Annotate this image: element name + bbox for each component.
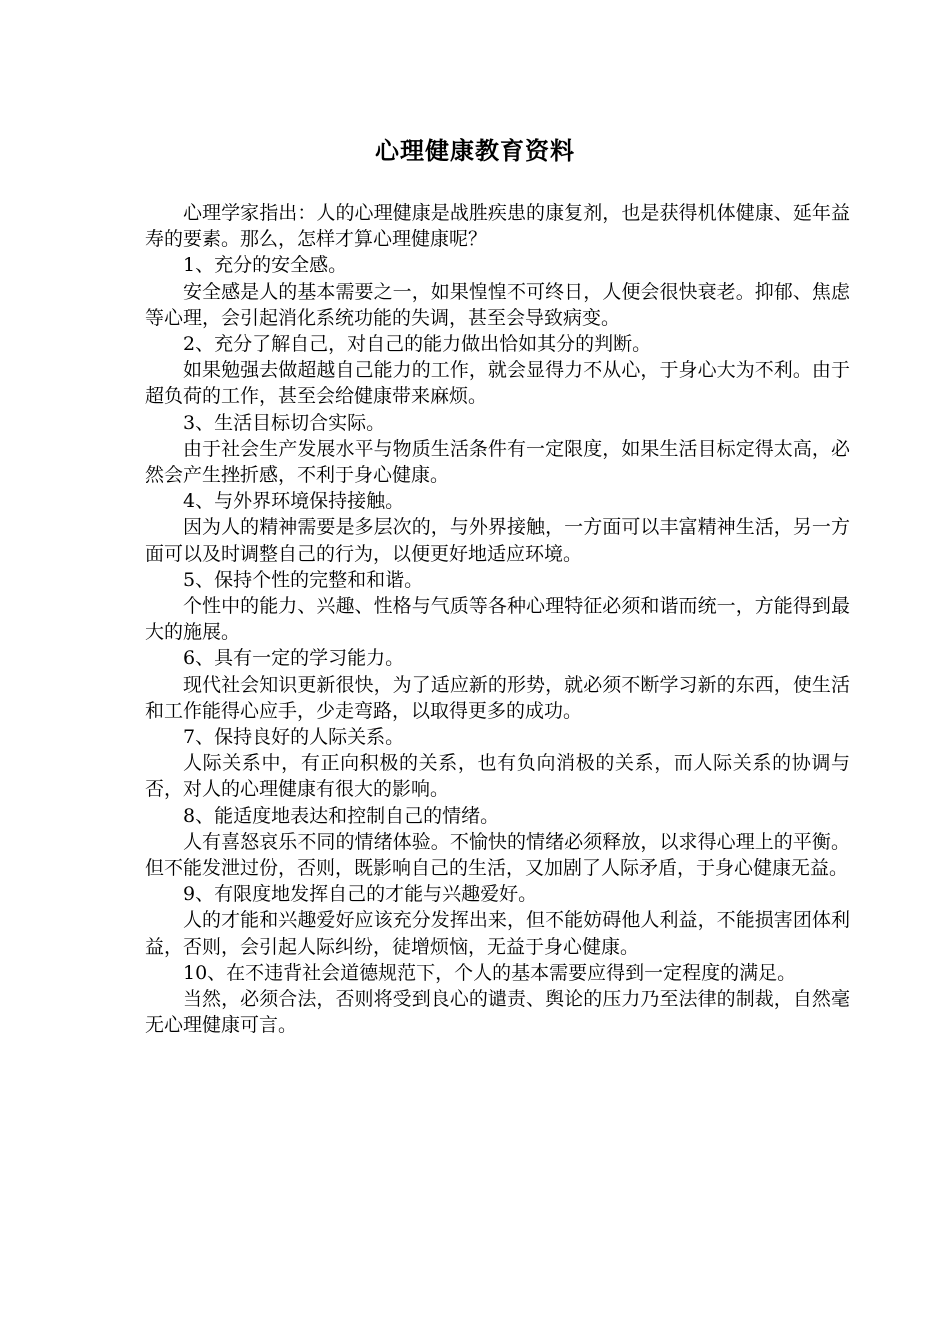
heading-1: 1、充分的安全感。 — [183, 254, 348, 277]
paragraph-1: 安全感是人的基本需要之一，如果惶惶不可终日，人便会很快衰老。抑郁、焦虑等心理，会引起消化系统功能的失调，甚至会导致病变。 — [145, 280, 850, 329]
paragraph-3: 由于社会生产发展水平与物质生活条件有一定限度，如果生活目标定得太高，必然会产生挫折感，不利于身心健康。 — [145, 437, 850, 487]
document-title: 心理健康教育资料 — [375, 137, 575, 165]
heading-4: 4、与外界环境保持接触。 — [183, 490, 405, 513]
heading-8: 8、能适度地表达和控制自己的情绪。 — [183, 804, 500, 827]
heading-9: 9、有限度地发挥自己的才能与兴趣爱好。 — [183, 883, 538, 906]
intro-paragraph: 心理学家指出：人的心理健康是战胜疾患的康复剂，也是获得机体健康、延年益寿的要素。那么，怎样才算心理健康呢？ — [145, 202, 850, 251]
document-body — [145, 200, 850, 1039]
heading-10: 10、在不违背社会道德规范下，个人的基本需要应得到一定程度的满足。 — [183, 961, 797, 984]
paragraph-8: 人有喜怒哀乐不同的情绪体验。不愉快的情绪必须释放，以求得心理上的平衡。但不能发泄过份，否则，既影响自己的生活，又加剧了人际矛盾，于身心健康无益。 — [145, 830, 850, 880]
paragraph-5: 个性中的能力、兴趣、性格与气质等各种心理特征必须和谐而统一，方能得到最大的施展。 — [145, 595, 850, 644]
closing-paragraph: 当然，必须合法，否则将受到良心的谴责、舆论的压力乃至法律的制裁，自然毫无心理健康可言。 — [145, 988, 850, 1037]
heading-6: 6、具有一定的学习能力。 — [183, 647, 405, 670]
heading-2: 2、充分了解自己，对自己的能力做出恰如其分的判断。 — [183, 333, 652, 356]
paragraph-4: 因为人的精神需要是多层次的，与外界接触，一方面可以丰富精神生活，另一方面可以及时调整自己的行为，以便更好地适应环境。 — [145, 516, 850, 565]
paragraph-2: 如果勉强去做超越自己能力的工作，就会显得力不从心，于身心大为不利。由于超负荷的工作，甚至会给健康带来麻烦。 — [145, 359, 850, 408]
paragraph-9: 人的才能和兴趣爱好应该充分发挥出来，但不能妨碍他人利益，不能损害团体利益，否则，会引起人际纠纷，徒增烦恼，无益于身心健康。 — [145, 909, 850, 958]
heading-7: 7、保持良好的人际关系。 — [183, 726, 405, 749]
paragraph-6: 现代社会知识更新很快，为了适应新的形势，就必须不断学习新的东西，使生活和工作能得心应手，少走弯路，以取得更多的成功。 — [145, 673, 850, 722]
heading-5: 5、保持个性的完整和和谐。 — [183, 568, 424, 591]
heading-3: 3、生活目标切合实际。 — [183, 411, 386, 434]
paragraph-7: 人际关系中，有正向积极的关系，也有负向消极的关系，而人际关系的协调与否，对人的心理健康有很大的影响。 — [145, 752, 850, 801]
